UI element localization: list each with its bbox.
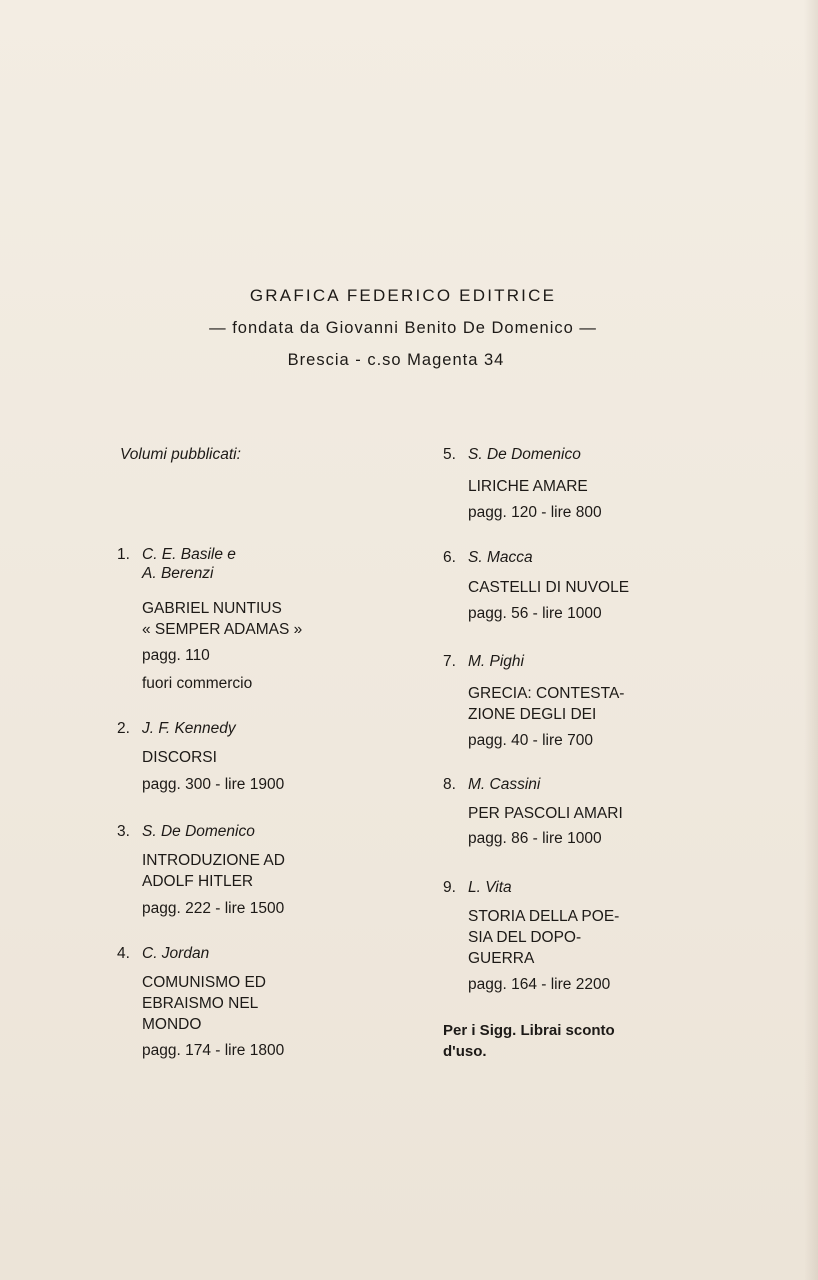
publisher-founder: — fondata da Giovanni Benito De Domenico — <box>209 319 597 337</box>
book-pages: pagg. 86 - lire 1000 <box>468 830 602 847</box>
book-price: fuori commercio <box>142 675 253 692</box>
book-number: 5. <box>443 446 456 463</box>
book-pages: pagg. 222 - lire 1500 <box>142 900 285 917</box>
book-title-line: GABRIEL NUNTIUS <box>142 600 282 617</box>
book-number: 3. <box>117 823 130 840</box>
book-pages: pagg. 110 <box>142 647 210 664</box>
book-entry-9 <box>443 877 619 995</box>
list-label: Volumi pubblicati: <box>120 446 241 463</box>
book-title-line: EBRAISMO NEL <box>142 995 259 1012</box>
book-author-2: A. Berenzi <box>142 565 214 582</box>
book-entry-1 <box>117 544 302 694</box>
book-entry-6 <box>443 547 629 624</box>
book-pages: pagg. 174 - lire 1800 <box>142 1042 285 1059</box>
book-pages: pagg. 300 - lire 1900 <box>142 776 285 793</box>
book-title-line: MONDO <box>142 1016 202 1033</box>
book-title-line: COMUNISMO ED <box>142 974 266 991</box>
book-number: 7. <box>443 653 456 670</box>
book-title-line: INTRODUZIONE AD <box>142 852 285 869</box>
publisher-address: Brescia - c.so Magenta 34 <box>287 351 505 369</box>
book-title-line: GRECIA: CONTESTA- <box>468 685 625 702</box>
book-author: S. De Domenico <box>468 446 581 463</box>
book-author: M. Cassini <box>468 776 541 793</box>
book-author: S. De Domenico <box>142 823 255 840</box>
book-title-line: LIRICHE AMARE <box>468 478 588 495</box>
book-number: 9. <box>443 879 456 896</box>
book-entry-5 <box>443 444 602 523</box>
publisher-name: GRAFICA FEDERICO EDITRICE <box>249 286 557 305</box>
book-title-line: GUERRA <box>468 950 535 967</box>
book-author: J. F. Kennedy <box>142 720 236 737</box>
book-title-line: CASTELLI DI NUVOLE <box>468 579 630 596</box>
book-entry-4 <box>117 943 284 1061</box>
book-pages: pagg. 120 - lire 800 <box>468 504 602 521</box>
book-title-line: ADOLF HITLER <box>142 873 254 890</box>
book-author: C. E. Basile e <box>142 546 236 563</box>
booksellers-notice <box>443 1020 615 1062</box>
book-entry-7 <box>443 651 624 751</box>
book-entry-8 <box>443 774 623 849</box>
book-pages: pagg. 40 - lire 700 <box>468 732 593 749</box>
book-number: 2. <box>117 720 130 737</box>
book-number: 8. <box>443 776 456 793</box>
book-entry-2 <box>117 718 284 795</box>
book-title-line: PER PASCOLI AMARI <box>468 805 623 822</box>
book-number: 6. <box>443 549 456 566</box>
book-pages: pagg. 164 - lire 2200 <box>468 976 611 993</box>
book-number: 1. <box>117 546 130 563</box>
book-author: S. Macca <box>468 549 533 566</box>
book-title-line: ZIONE DEGLI DEI <box>468 706 597 723</box>
book-title-line: DISCORSI <box>142 749 217 766</box>
book-pages: pagg. 56 - lire 1000 <box>468 605 602 622</box>
notice-line: d'uso. <box>443 1043 487 1060</box>
page-edge-shadow <box>804 0 818 1280</box>
book-title-line: « SEMPER ADAMAS » <box>142 621 303 638</box>
book-entry-3 <box>117 821 285 919</box>
notice-line: Per i Sigg. Librai sconto <box>443 1022 615 1039</box>
book-author: M. Pighi <box>468 653 524 670</box>
publisher-header <box>0 280 818 376</box>
book-title-line: STORIA DELLA POE- <box>468 908 620 925</box>
book-number: 4. <box>117 945 130 962</box>
book-author: C. Jordan <box>142 945 210 962</box>
book-title-line: SIA DEL DOPO- <box>468 929 582 946</box>
book-author: L. Vita <box>468 879 512 896</box>
